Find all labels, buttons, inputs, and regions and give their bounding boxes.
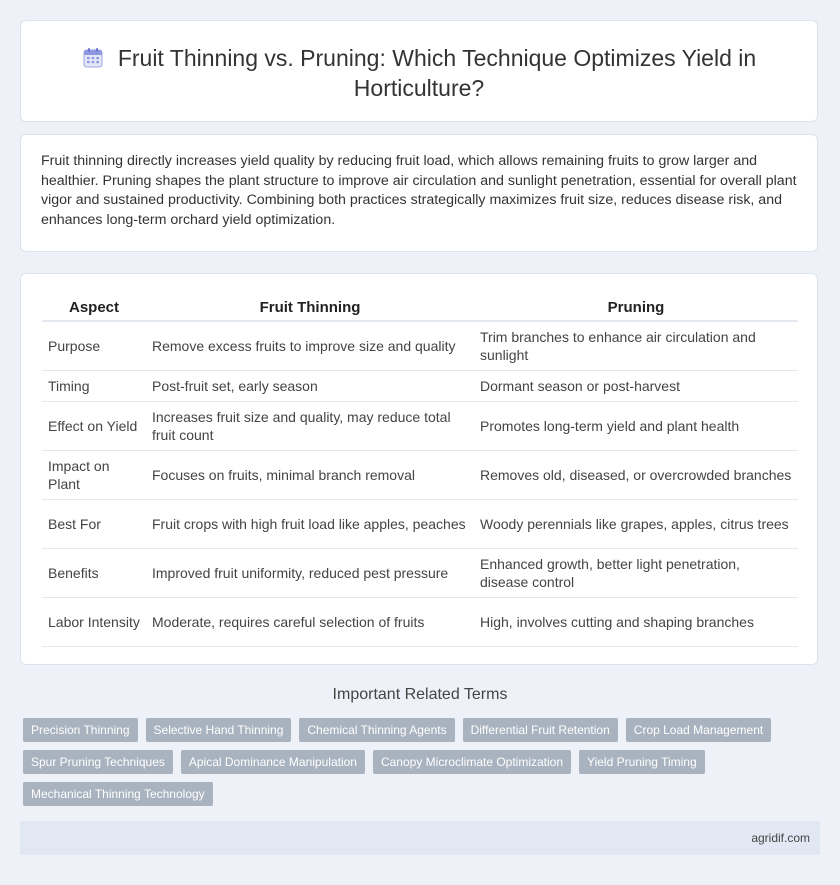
row-fruit-thinning: Fruit crops with high fruit load like apples, peaches — [146, 500, 474, 549]
row-fruit-thinning: Moderate, requires careful selection of fruits — [146, 598, 474, 647]
row-fruit-thinning: Increases fruit size and quality, may reduce total fruit count — [146, 402, 474, 451]
page-title-row — [21, 43, 817, 103]
table-row — [42, 371, 798, 402]
table-row — [42, 402, 798, 451]
header-aspect: Aspect — [42, 294, 146, 321]
related-term-tag[interactable]: Selective Hand Thinning — [146, 718, 292, 742]
related-term-tag[interactable]: Chemical Thinning Agents — [299, 718, 454, 742]
footer-site-link[interactable]: agridif.com — [751, 831, 810, 845]
related-terms-heading: Important Related Terms — [332, 686, 508, 703]
row-aspect: Purpose — [42, 321, 146, 371]
related-term-tag[interactable]: Apical Dominance Manipulation — [181, 750, 365, 774]
related-term-tag[interactable]: Spur Pruning Techniques — [23, 750, 173, 774]
row-aspect: Impact on Plant — [42, 451, 146, 500]
table-row — [42, 321, 798, 371]
table-header-row — [42, 294, 798, 321]
row-fruit-thinning: Post-fruit set, early season — [146, 371, 474, 402]
intro-card — [20, 134, 818, 252]
table-row — [42, 451, 798, 500]
row-pruning: Dormant season or post-harvest — [474, 371, 798, 402]
row-fruit-thinning: Focuses on fruits, minimal branch removal — [146, 451, 474, 500]
row-aspect: Benefits — [42, 549, 146, 598]
row-pruning: High, involves cutting and shaping branches — [474, 598, 798, 647]
row-pruning: Removes old, diseased, or overcrowded branches — [474, 451, 798, 500]
table-row — [42, 598, 798, 647]
related-term-tag[interactable]: Mechanical Thinning Technology — [23, 782, 213, 806]
row-pruning: Enhanced growth, better light penetration, disease control — [474, 549, 798, 598]
page-title: Fruit Thinning vs. Pruning: Which Technique Optimizes Yield in Horticulture? — [117, 45, 757, 101]
related-term-tag[interactable]: Crop Load Management — [626, 718, 771, 742]
related-term-tag[interactable]: Canopy Microclimate Optimization — [373, 750, 571, 774]
row-pruning: Woody perennials like grapes, apples, citrus trees — [474, 500, 798, 549]
related-term-tag[interactable]: Precision Thinning — [23, 718, 138, 742]
comparison-table — [42, 294, 798, 647]
table-row — [42, 500, 798, 549]
comparison-card — [20, 273, 818, 665]
calendar-icon — [82, 47, 104, 69]
row-fruit-thinning: Remove excess fruits to improve size and quality — [146, 321, 474, 371]
related-terms-list — [23, 718, 783, 806]
row-aspect: Effect on Yield — [42, 402, 146, 451]
row-aspect: Best For — [42, 500, 146, 549]
row-pruning: Promotes long-term yield and plant health — [474, 402, 798, 451]
title-card — [20, 20, 818, 122]
header-pruning: Pruning — [474, 294, 798, 321]
header-fruit-thinning: Fruit Thinning — [146, 294, 474, 321]
row-aspect: Labor Intensity — [42, 598, 146, 647]
footer — [20, 821, 820, 855]
related-term-tag[interactable]: Yield Pruning Timing — [579, 750, 705, 774]
table-row — [42, 549, 798, 598]
intro-paragraph: Fruit thinning directly increases yield quality by reducing fruit load, which allows remaining fruits to grow larger and healthier. Pruning shapes the plant structure to improve air circulation and sunlight penetration, essential for overall plant vigor and sustained productivity. Combining both practices strategically maximizes fruit size, reduces disease risk, and enhances long-term orchard yield optimization. — [41, 153, 797, 228]
row-fruit-thinning: Improved fruit uniformity, reduced pest pressure — [146, 549, 474, 598]
row-aspect: Timing — [42, 371, 146, 402]
related-term-tag[interactable]: Differential Fruit Retention — [463, 718, 618, 742]
row-pruning: Trim branches to enhance air circulation and sunlight — [474, 321, 798, 371]
